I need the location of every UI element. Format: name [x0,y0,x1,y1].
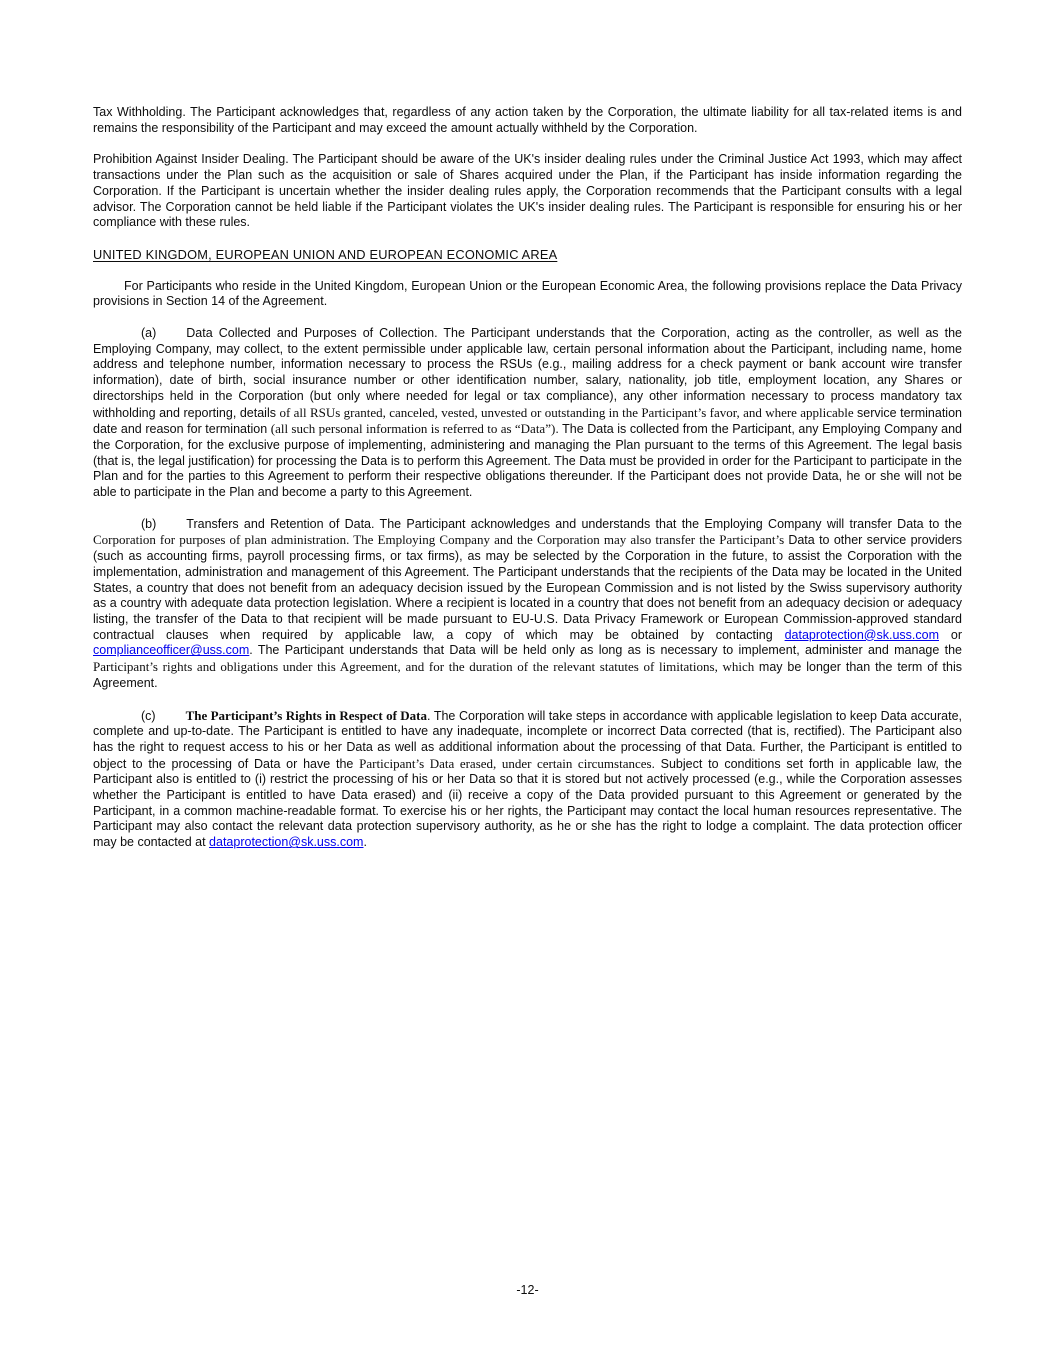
text-segment: may be longer than the term of this Agreement. [93,660,962,690]
tab-spacer [156,527,186,528]
insider-dealing-paragraph [93,152,962,231]
text-segment: (c) [141,708,156,723]
tab-spacer [156,336,186,337]
text-segment: The Participant’s Rights in Respect of Data [185,707,427,723]
text-segment: . The Corporation will take steps in accordance with applicable legislation to keep Data accurate, complete and up-to-date. The Participant is entitled to have any inadequate, incomplete or incorrect Data corrected (that is, rectified). The Participant also has the right to request access to his or her Data as well as additional information about the processing of that Data. Further, the Participant is entitled to object to the processing of Data or have the [93,708,962,771]
text-segment: Participant’s rights and obligations under this Agreement, and for the duration of the relevant statutes of limitations, which [93,659,759,675]
document-content [93,105,962,867]
text-segment: . The Participant understands that Data will be held only as long as is necessary to implement, administer and manage the [249,643,962,658]
text-segment: or [939,627,962,642]
text-segment: For Participants who reside in the United Kingdom, European Union or the European Economic Area, the following provisions replace the Data Privacy provisions in Section 14 of the Agreement. [93,278,962,309]
participant-rights-paragraph [93,708,962,851]
page-number: -12- [516,1283,539,1297]
intro-paragraph [93,279,962,310]
email-link[interactable]: dataprotection@sk.uss.com [784,627,940,642]
text-segment: . [363,835,367,850]
text-segment: Corporation for purposes of plan administration. The Employing Company and the Corporation may also transfer the Participant’s [93,532,789,548]
text-segment: . The Data is collected from the Participant, any Employing Company and the Corporation, for the exclusive purpose of implementing, administering and managing the Plan pursuant to the terms of this Agreement. The legal basis (that is, the legal justification) for processing the Data is to perform this Agreement. The Data must be provided in order for the Participant to participate in the Plan and for the parties to this Agreement to perform their respective obligations thereunder. If the Participant does not provide Data, he or she will not be able to participate in the Plan and become a party to this Agreement. [93,422,963,500]
text-segment: Data to other service providers (such as accounting firms, payroll processing firms, or tax firms), as may be selected by the Corporation in the future, to assist the Corporation with the implementation, administration and management of this Agreement. The Participant understands that the recipients of the Data may be located in the United States, a country that does not benefit from an adequacy decision issued by the European Commission and is not listed by the Swiss supervisory authority as a country with adequate data protection legislation. Where a recipient is located in a country that does not benefit from an adequacy decision or adequacy listing, the transfer of the Data to that recipient will be made pursuant to EU-U.S. Data Privacy Framework or European Commission-approved standard contractual clauses when required by applicable law, a copy of which may be obtained by contacting [93,533,962,642]
text-segment: Tax Withholding. The Participant acknowledges that, regardless of any action taken by the Corporation, the ultimate liability for all tax-related items is and remains the responsibility of the Participant and may exceed the amount actually withheld by the Corporation. [93,105,962,135]
text-segment: Participant’s Data erased, under certain circumstances. [359,755,655,771]
text-segment: (all such personal information is referred to as “Data”) [270,421,556,437]
text-segment: Prohibition Against Insider Dealing. The Participant should be aware of the UK's insider dealing rules under the Criminal Justice Act 1993, which may affect transactions under the Plan such as the acquisition or sale of Shares acquired under the Plan, if the Participant has inside information regarding the Corporation. If the Participant is uncertain whether the insider dealing rules apply, the Corporation recommends that the Participant consults with a legal advisor. The Corporation cannot be held liable if the Participant violates the UK's insider dealing rules. The Participant is responsible for ensuring his or her compliance with these rules. [93,152,962,230]
text-segment: Transfers and Retention of Data. The Participant acknowledges and understands that the Employing Company will transfer Data to the [186,516,962,531]
text-segment: Subject to conditions set forth in applicable law, the Participant also is entitled to (i) restrict the processing of his or her Data so that it is stored but not actively processed (e.g., while the Corporation assesses whether the Participant is entitled to have Data erased) and (ii) receive a copy of the Data provided pursuant to this Agreement or generated by the Participant, in a common machine-readable format. To exercise his or her rights, the Participant may contact the local human resources representative. The Participant may also contact the relevant data protection supervisory authority, as he or she has the right to lodge a complaint. The data protection officer may be contacted at [93,756,962,850]
transfers-retention-paragraph [93,517,962,692]
text-segment: of all RSUs granted, canceled, vested, unvested or outstanding in the Participant’s favor, and where applicable [279,404,858,420]
tab-spacer [156,719,186,720]
text-segment: Data Collected and Purposes of Collection. The Participant understands that the Corporation, acting as the controller, as well as the Employing Company, may collect, to the extent permissible under applicable law, certain personal information about the Participant, including name, home address and telephone number, information necessary to process the RSUs (e.g., mailing address for a check payment or bank account wire transfer information), date of birth, social insurance number or other identification number, salary, nationality, job title, employment location, any Shares or directorships held in the Corporation (but only where needed for legal or tax compliance), any other information necessary to process mandatory tax withholding and reporting, details [93,326,962,420]
data-collected-paragraph [93,326,962,501]
uk-eu-eea-heading: UNITED KINGDOM, EUROPEAN UNION AND EUROPEAN ECONOMIC AREA [93,246,558,262]
text-segment: (a) [141,326,157,341]
text-segment: (b) [141,516,157,531]
text-segment: service termination date and reason for termination [93,405,962,437]
tax-withholding-paragraph [93,105,962,136]
email-link[interactable]: dataprotection@sk.uss.com [209,835,364,850]
email-link[interactable]: complianceofficer@uss.com [93,643,250,658]
